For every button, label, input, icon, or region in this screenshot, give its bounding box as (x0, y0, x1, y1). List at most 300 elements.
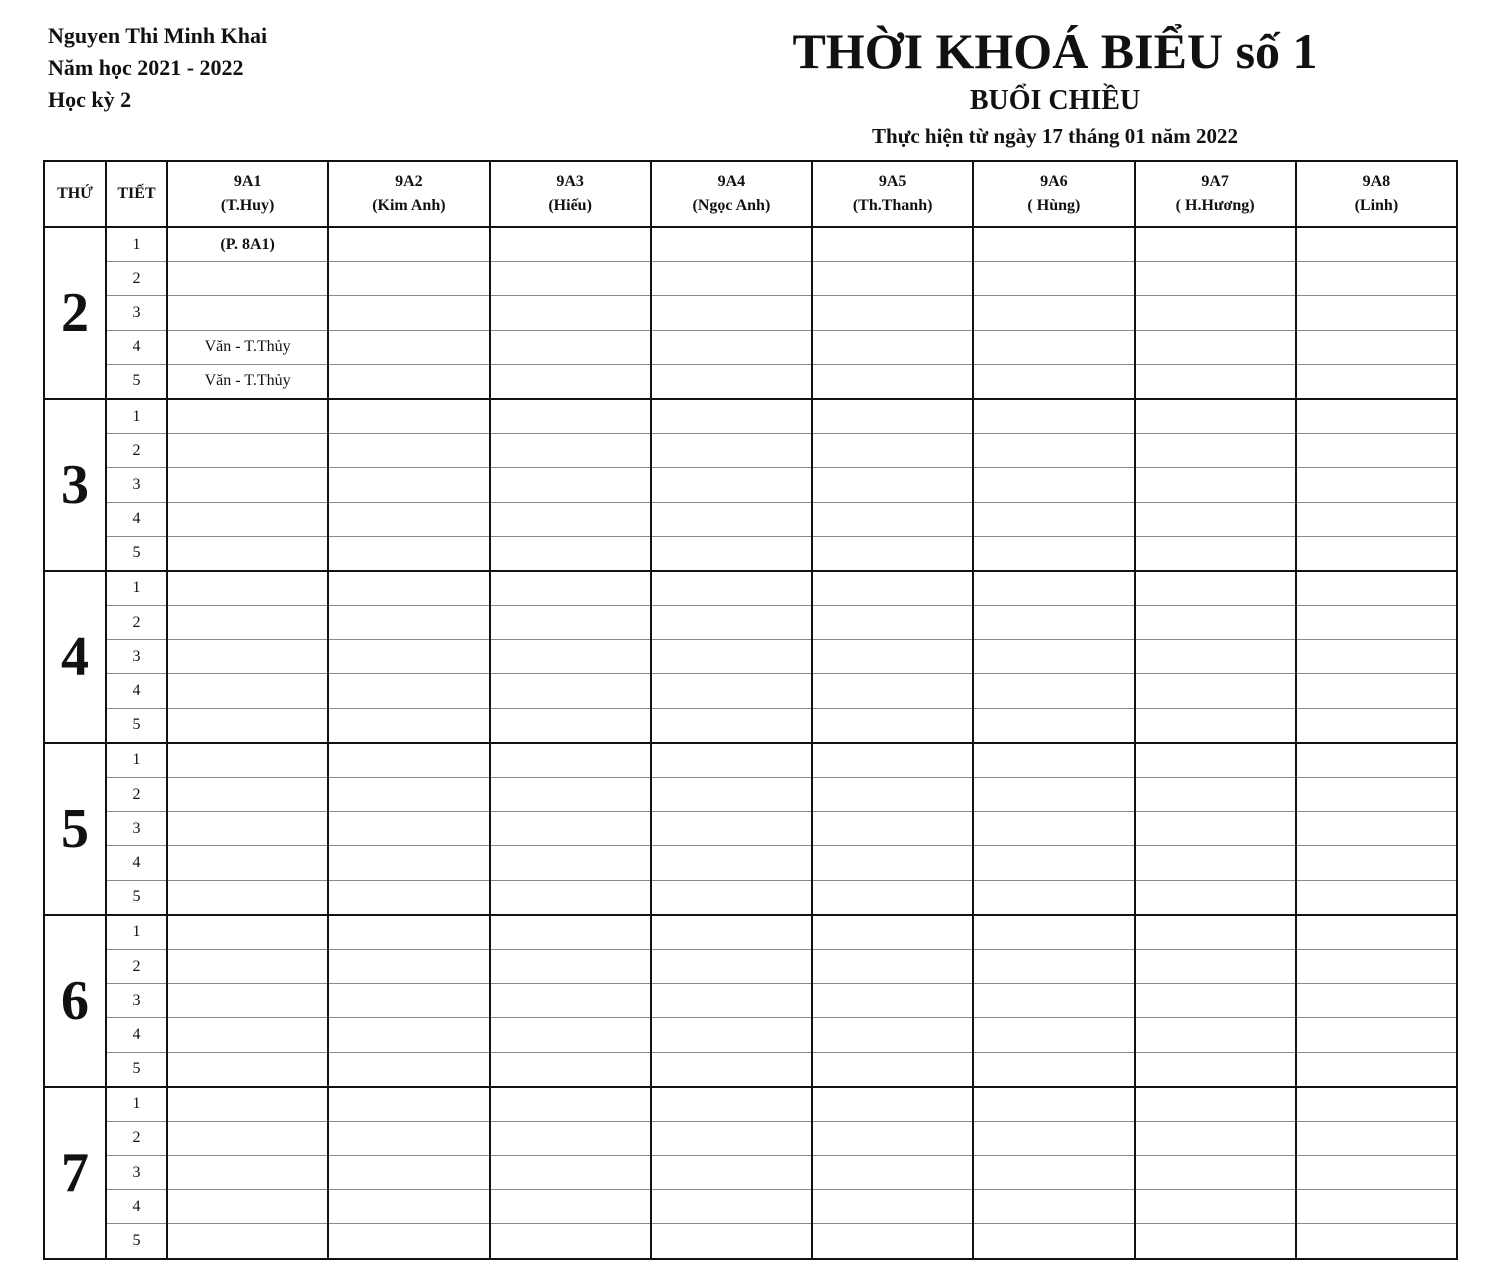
period-number: 3 (106, 812, 167, 846)
school-year: Năm học 2021 - 2022 (48, 55, 244, 80)
schedule-cell (167, 1087, 328, 1122)
schedule-cell (490, 1190, 651, 1224)
schedule-cell (651, 330, 812, 364)
schedule-cell (973, 227, 1134, 262)
schedule-cell (651, 364, 812, 399)
schedule-cell (1135, 708, 1296, 743)
schedule-cell (167, 1121, 328, 1155)
schedule-cell (328, 1121, 489, 1155)
period-number: 4 (106, 502, 167, 536)
table-row (44, 330, 1457, 364)
schedule-cell (1296, 399, 1457, 434)
schedule-cell (651, 949, 812, 983)
period-number: 2 (106, 262, 167, 296)
schedule-cell (812, 296, 973, 330)
table-row (44, 778, 1457, 812)
schedule-cell (1135, 812, 1296, 846)
schedule-cell (1296, 778, 1457, 812)
schedule-cell (490, 399, 651, 434)
schedule-cell (973, 1190, 1134, 1224)
schedule-cell (490, 1052, 651, 1087)
schedule-cell (651, 502, 812, 536)
schedule-cell (490, 1224, 651, 1259)
class-header-9a4 (651, 161, 812, 227)
schedule-cell (973, 1087, 1134, 1122)
schedule-cell (812, 364, 973, 399)
schedule-cell (490, 674, 651, 708)
schedule-cell (973, 296, 1134, 330)
schedule-cell (1135, 296, 1296, 330)
schedule-cell (1296, 364, 1457, 399)
schedule-cell (973, 949, 1134, 983)
period-number: 4 (106, 846, 167, 880)
schedule-cell (1135, 330, 1296, 364)
schedule-cell (973, 1052, 1134, 1087)
schedule-cell (1135, 1224, 1296, 1259)
schedule-cell (328, 984, 489, 1018)
class-header-9a2 (328, 161, 489, 227)
schedule-cell (1135, 1190, 1296, 1224)
schedule-cell (812, 330, 973, 364)
schedule-cell (490, 1018, 651, 1052)
schedule-cell (812, 743, 973, 778)
schedule-cell (812, 915, 973, 950)
schedule-cell (328, 674, 489, 708)
schedule-cell (812, 812, 973, 846)
schedule-cell (167, 399, 328, 434)
schedule-cell (328, 227, 489, 262)
schedule-cell (812, 846, 973, 880)
schedule-cell (812, 778, 973, 812)
schedule-cell (651, 1190, 812, 1224)
class-name: 9A5 (878, 173, 907, 190)
effective-date: Thực hiện từ ngày 17 tháng 01 năm 2022 (872, 124, 1238, 148)
schedule-cell (1135, 1052, 1296, 1087)
schedule-cell (490, 227, 651, 262)
schedule-cell (490, 812, 651, 846)
schedule-cell (328, 1224, 489, 1259)
schedule-cell (328, 296, 489, 330)
period-number: 2 (106, 1121, 167, 1155)
schedule-cell (167, 778, 328, 812)
schedule-cell (812, 262, 973, 296)
schedule-cell (651, 227, 812, 262)
schedule-cell (651, 296, 812, 330)
class-teacher: (Ngọc Anh) (692, 197, 771, 214)
schedule-cell (812, 1087, 973, 1122)
schedule-cell (1135, 743, 1296, 778)
schedule-cell (1296, 502, 1457, 536)
schedule-cell (1135, 227, 1296, 262)
schedule-cell (651, 743, 812, 778)
schedule-cell (973, 571, 1134, 606)
table-row (44, 743, 1457, 778)
table-row (44, 606, 1457, 640)
schedule-cell (651, 468, 812, 502)
schedule-cell (651, 778, 812, 812)
schedule-cell (328, 1052, 489, 1087)
schedule-cell (973, 846, 1134, 880)
schedule-cell (1135, 1156, 1296, 1190)
schedule-cell (973, 984, 1134, 1018)
period-number: 1 (106, 743, 167, 778)
schedule-cell (167, 708, 328, 743)
schedule-cell (490, 468, 651, 502)
schedule-cell (812, 502, 973, 536)
schedule-cell (1296, 743, 1457, 778)
class-name: 9A6 (1040, 173, 1068, 190)
schedule-cell (812, 227, 973, 262)
class-teacher: (Linh) (1354, 197, 1399, 214)
schedule-cell (1135, 399, 1296, 434)
schedule-cell (167, 1156, 328, 1190)
table-row (44, 1224, 1457, 1259)
schedule-cell (651, 1018, 812, 1052)
table-row (44, 434, 1457, 468)
table-row (44, 880, 1457, 915)
schedule-cell (328, 502, 489, 536)
schedule-cell (490, 330, 651, 364)
schedule-cell (490, 502, 651, 536)
schedule-cell (490, 778, 651, 812)
schedule-cell (1296, 812, 1457, 846)
period-number: 5 (106, 708, 167, 743)
schedule-cell (973, 778, 1134, 812)
schedule-cell (1296, 606, 1457, 640)
schedule-cell (1296, 1087, 1457, 1122)
period-number: 2 (106, 949, 167, 983)
schedule-cell (328, 743, 489, 778)
schedule-cell (328, 778, 489, 812)
class-name: 9A7 (1201, 173, 1229, 190)
schedule-cell (651, 571, 812, 606)
table-row (44, 296, 1457, 330)
col-period-header: TIẾT (106, 161, 167, 227)
class-teacher: (Th.Thanh) (852, 197, 933, 214)
table-row (44, 1190, 1457, 1224)
schedule-cell (973, 399, 1134, 434)
period-number: 5 (106, 536, 167, 571)
schedule-cell (490, 434, 651, 468)
schedule-cell (1296, 468, 1457, 502)
table-row (44, 571, 1457, 606)
schedule-cell (1135, 846, 1296, 880)
period-number: 4 (106, 674, 167, 708)
schedule-cell: (P. 8A1) (167, 227, 328, 262)
schedule-cell (1296, 640, 1457, 674)
schedule-cell (1296, 227, 1457, 262)
schedule-cell (167, 674, 328, 708)
schedule-cell (1135, 984, 1296, 1018)
schedule-cell (328, 364, 489, 399)
schedule-cell (812, 399, 973, 434)
header-row (44, 161, 1457, 227)
table-row (44, 1018, 1457, 1052)
schedule-cell (328, 399, 489, 434)
table-row (44, 502, 1457, 536)
schedule-cell (973, 743, 1134, 778)
schedule-cell: Văn - T.Thủy (167, 330, 328, 364)
schedule-cell (1296, 1190, 1457, 1224)
schedule-cell (1135, 915, 1296, 950)
table-row (44, 915, 1457, 950)
schedule-cell (328, 1087, 489, 1122)
table-row (44, 846, 1457, 880)
schedule-cell (1296, 262, 1457, 296)
schedule-cell (651, 1121, 812, 1155)
schedule-cell (1135, 571, 1296, 606)
schedule-cell (328, 1156, 489, 1190)
schedule-cell (651, 846, 812, 880)
schedule-cell (812, 1121, 973, 1155)
schedule-cell (651, 812, 812, 846)
schedule-cell (973, 262, 1134, 296)
class-name: 9A2 (395, 173, 423, 190)
class-name: 9A4 (717, 173, 746, 190)
schedule-cell (651, 708, 812, 743)
schedule-cell (167, 502, 328, 536)
day-label: 3 (44, 399, 106, 571)
schedule-cell (651, 984, 812, 1018)
school-info (48, 20, 267, 116)
schedule-cell (167, 571, 328, 606)
schedule-cell (328, 1190, 489, 1224)
schedule-cell (1296, 984, 1457, 1018)
schedule-cell (651, 640, 812, 674)
schedule-cell (973, 606, 1134, 640)
table-row (44, 1052, 1457, 1087)
period-number: 4 (106, 330, 167, 364)
schedule-cell (167, 1224, 328, 1259)
schedule-cell (973, 468, 1134, 502)
period-number: 4 (106, 1190, 167, 1224)
table-row (44, 640, 1457, 674)
schedule-cell (1296, 949, 1457, 983)
schedule-cell (167, 812, 328, 846)
schedule-cell (1135, 502, 1296, 536)
page-title: THỜI KHOÁ BIỂU số 1 (792, 23, 1318, 79)
period-number: 3 (106, 640, 167, 674)
schedule-cell (328, 434, 489, 468)
schedule-cell (328, 812, 489, 846)
class-teacher: ( H.Hương) (1175, 197, 1255, 214)
schedule-cell (1296, 1018, 1457, 1052)
schedule-cell (1135, 880, 1296, 915)
table-row (44, 364, 1457, 399)
schedule-cell (651, 262, 812, 296)
schedule-cell (812, 880, 973, 915)
school-term: Học kỳ 2 (48, 87, 132, 112)
schedule-cell (973, 502, 1134, 536)
period-number: 1 (106, 1087, 167, 1122)
table-row (44, 536, 1457, 571)
schedule-cell (973, 330, 1134, 364)
schedule-cell (651, 1224, 812, 1259)
period-number: 1 (106, 571, 167, 606)
schedule-cell (328, 330, 489, 364)
schedule-cell (167, 743, 328, 778)
schedule-cell (167, 434, 328, 468)
schedule-cell (490, 606, 651, 640)
schedule-cell (1296, 296, 1457, 330)
schedule-cell (973, 880, 1134, 915)
period-number: 5 (106, 1224, 167, 1259)
schedule-cell (167, 606, 328, 640)
period-number: 3 (106, 468, 167, 502)
schedule-cell (490, 915, 651, 950)
period-number: 5 (106, 880, 167, 915)
schedule-cell: Văn - T.Thủy (167, 364, 328, 399)
schedule-cell (328, 262, 489, 296)
schedule-cell (973, 536, 1134, 571)
schedule-cell (812, 949, 973, 983)
schedule-cell (1296, 536, 1457, 571)
schedule-cell (167, 880, 328, 915)
schedule-cell (490, 708, 651, 743)
timetable (43, 160, 1458, 1260)
period-number: 2 (106, 606, 167, 640)
schedule-cell (973, 1156, 1134, 1190)
schedule-cell (1296, 1224, 1457, 1259)
schedule-cell (1296, 571, 1457, 606)
schedule-cell (812, 606, 973, 640)
schedule-cell (812, 1190, 973, 1224)
table-row (44, 708, 1457, 743)
schedule-cell (328, 915, 489, 950)
schedule-cell (812, 674, 973, 708)
schedule-cell (1296, 708, 1457, 743)
schedule-cell (812, 984, 973, 1018)
schedule-cell (812, 1224, 973, 1259)
table-row (44, 468, 1457, 502)
schedule-cell (490, 1121, 651, 1155)
schedule-cell (490, 1087, 651, 1122)
schedule-cell (1135, 262, 1296, 296)
schedule-cell (973, 812, 1134, 846)
day-label: 4 (44, 571, 106, 743)
schedule-cell (812, 571, 973, 606)
day-label: 5 (44, 743, 106, 915)
schedule-cell (973, 1018, 1134, 1052)
schedule-cell (1296, 434, 1457, 468)
schedule-cell (812, 708, 973, 743)
schedule-cell (651, 434, 812, 468)
table-row (44, 1156, 1457, 1190)
schedule-cell (1296, 330, 1457, 364)
schedule-cell (812, 1018, 973, 1052)
schedule-cell (328, 536, 489, 571)
schedule-cell (812, 536, 973, 571)
schedule-cell (167, 846, 328, 880)
schedule-cell (490, 296, 651, 330)
schedule-cell (490, 743, 651, 778)
schedule-cell (490, 364, 651, 399)
table-row (44, 674, 1457, 708)
table-row (44, 399, 1457, 434)
schedule-cell (490, 536, 651, 571)
schedule-cell (490, 846, 651, 880)
schedule-cell (167, 915, 328, 950)
schedule-cell (651, 606, 812, 640)
schedule-cell (490, 640, 651, 674)
class-teacher: (Hiếu) (548, 197, 592, 214)
class-header-9a3 (490, 161, 651, 227)
schedule-cell (167, 1190, 328, 1224)
schedule-cell (490, 880, 651, 915)
schedule-cell (1135, 640, 1296, 674)
table-row (44, 262, 1457, 296)
schedule-cell (651, 536, 812, 571)
schedule-cell (328, 640, 489, 674)
class-name: 9A8 (1362, 173, 1391, 190)
schedule-cell (812, 468, 973, 502)
schedule-cell (328, 1018, 489, 1052)
schedule-cell (490, 262, 651, 296)
period-number: 3 (106, 1156, 167, 1190)
table-row (44, 949, 1457, 983)
schedule-cell (167, 536, 328, 571)
class-header-9a1 (167, 161, 328, 227)
period-number: 2 (106, 778, 167, 812)
schedule-cell (973, 708, 1134, 743)
schedule-cell (1135, 949, 1296, 983)
table-row (44, 1121, 1457, 1155)
class-teacher: (Kim Anh) (372, 197, 446, 214)
period-number: 3 (106, 984, 167, 1018)
table-row (44, 984, 1457, 1018)
schedule-cell (328, 708, 489, 743)
period-number: 3 (106, 296, 167, 330)
schedule-cell (1135, 1018, 1296, 1052)
schedule-cell (1296, 1121, 1457, 1155)
schedule-cell (1296, 846, 1457, 880)
schedule-cell (1135, 468, 1296, 502)
school-name: Nguyen Thi Minh Khai (48, 23, 268, 48)
class-name: 9A1 (233, 173, 262, 190)
schedule-cell (973, 434, 1134, 468)
class-header-9a7 (1135, 161, 1296, 227)
class-header-9a8 (1296, 161, 1457, 227)
schedule-cell (1135, 778, 1296, 812)
period-number: 2 (106, 434, 167, 468)
schedule-cell (973, 364, 1134, 399)
schedule-cell (1296, 915, 1457, 950)
schedule-cell (1135, 536, 1296, 571)
schedule-cell (973, 1121, 1134, 1155)
schedule-cell (651, 1156, 812, 1190)
period-number: 1 (106, 915, 167, 950)
schedule-cell (651, 915, 812, 950)
class-name: 9A3 (556, 173, 584, 190)
schedule-cell (328, 880, 489, 915)
class-header-9a5 (812, 161, 973, 227)
schedule-cell (1135, 364, 1296, 399)
schedule-cell (1135, 1121, 1296, 1155)
day-label: 7 (44, 1087, 106, 1259)
schedule-cell (328, 468, 489, 502)
schedule-cell (1296, 880, 1457, 915)
schedule-cell (328, 949, 489, 983)
schedule-cell (167, 296, 328, 330)
schedule-cell (167, 1052, 328, 1087)
schedule-cell (1135, 606, 1296, 640)
schedule-cell (1296, 1052, 1457, 1087)
class-teacher: (T.Huy) (220, 197, 275, 214)
schedule-cell (490, 1156, 651, 1190)
schedule-cell (973, 640, 1134, 674)
day-label: 2 (44, 227, 106, 399)
schedule-cell (1135, 434, 1296, 468)
